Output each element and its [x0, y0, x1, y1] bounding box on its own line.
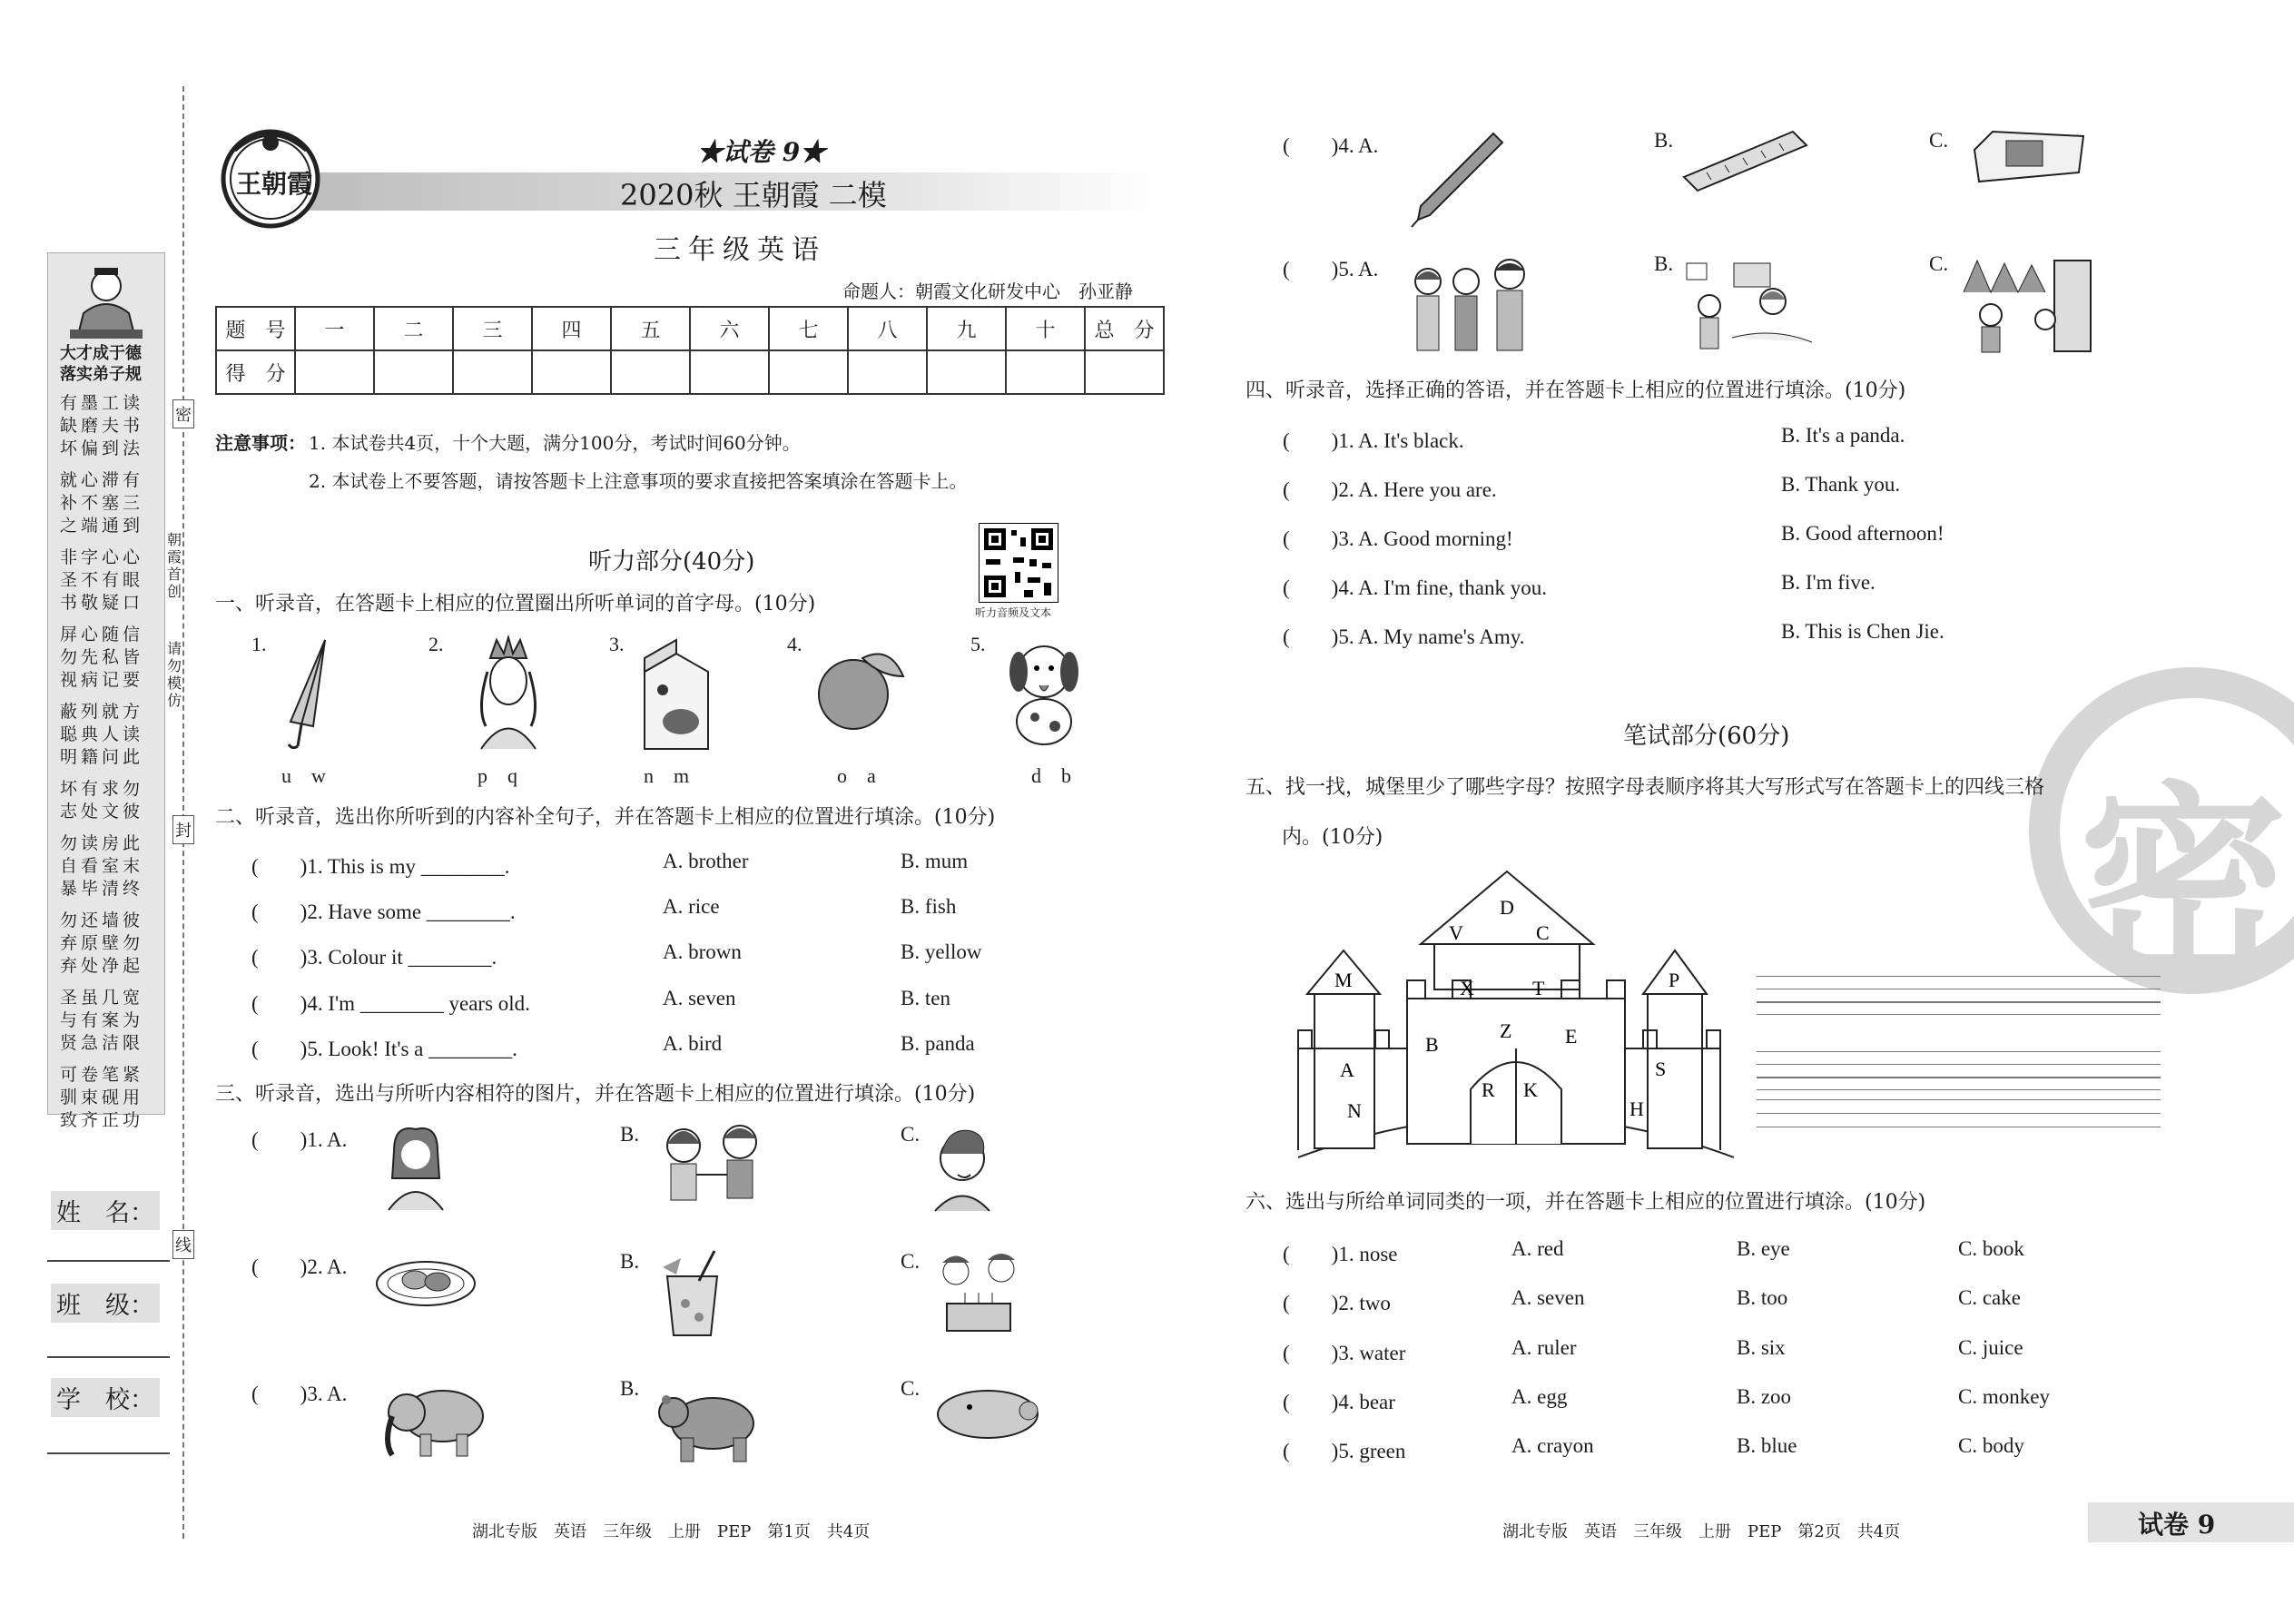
q2-option-a[interactable]: A. bird: [663, 1032, 723, 1055]
grid-line: [1757, 1064, 2161, 1065]
boy-icon: [921, 1122, 1003, 1216]
q3-option-b[interactable]: B.: [1654, 252, 1674, 275]
q1-item-num: 1.: [251, 633, 267, 655]
elephant-icon: [379, 1378, 493, 1463]
qr-caption: 听力音频及文本: [975, 606, 1052, 619]
brand-name: 王朝霞: [236, 169, 313, 199]
q6-title: 六、选出与所给单词同类的一项，并在答题卡上相应的位置进行填涂。(10分): [1245, 1191, 1926, 1214]
orange-icon: [812, 635, 912, 739]
q2-option-a[interactable]: A. brown: [663, 940, 742, 963]
score-row-values: [216, 350, 1164, 394]
q3-stem[interactable]: ( )3. A.: [251, 1383, 348, 1405]
poem-line: 弃处净起: [60, 956, 144, 976]
q6-option-b[interactable]: B. eye: [1737, 1237, 1790, 1260]
scholar-icon: [56, 259, 156, 353]
q1-item-num: 5.: [970, 633, 986, 655]
dog-icon: [999, 635, 1089, 757]
q4-stem[interactable]: ( )3. A. Good morning!: [1283, 527, 1513, 550]
q4-option-b[interactable]: B. It's a panda.: [1781, 424, 1905, 447]
poem-line: 非字心心: [60, 547, 144, 567]
score-row-label: 得 分: [216, 350, 295, 394]
q4-stem[interactable]: ( )4. A. I'm fine, thank you.: [1283, 576, 1547, 599]
poem-line: 聪典人读: [60, 724, 144, 744]
q4-title: 四、听录音，选择正确的答语，并在答题卡上相应的位置进行填涂。(10分): [1245, 379, 1906, 402]
bear-icon: [654, 1378, 763, 1468]
score-cell[interactable]: [769, 350, 848, 394]
q2-option-a[interactable]: A. brother: [663, 850, 749, 872]
girl-icon: [379, 1124, 452, 1218]
poem-line: 缺磨夫书: [60, 416, 144, 436]
q6-option-c[interactable]: C. body: [1958, 1434, 2024, 1457]
castle-letter: K: [1523, 1078, 1538, 1101]
q2-option-a[interactable]: A. rice: [663, 895, 720, 918]
q3-option-c[interactable]: C.: [1929, 129, 1949, 152]
q3-option-c[interactable]: C.: [1929, 252, 1949, 275]
q6-option-c[interactable]: C. cake: [1958, 1286, 2021, 1309]
friends-icon: [649, 1118, 776, 1222]
q2-stem[interactable]: ( )2. Have some ________.: [251, 901, 516, 923]
seal-mark-1: 密: [172, 399, 194, 428]
footer-badge: 试卷 9: [2138, 1510, 2216, 1540]
q2-stem[interactable]: ( )5. Look! It's a ________.: [251, 1038, 517, 1060]
poem-line: 暴毕清终: [60, 879, 144, 899]
score-col: 十: [1006, 307, 1085, 350]
score-cell[interactable]: [453, 350, 532, 394]
cake-icon: [924, 1249, 1033, 1343]
q6-option-b[interactable]: B. zoo: [1737, 1385, 1792, 1408]
q3-stem[interactable]: ( )5. A.: [1283, 258, 1379, 281]
score-cell[interactable]: [1085, 350, 1164, 394]
poem-line: 坏偏到法: [60, 438, 144, 458]
castle-letter: Z: [1500, 1019, 1512, 1042]
poem-line: 可卷笔紧: [60, 1065, 144, 1085]
castle-letter: E: [1565, 1025, 1578, 1048]
q2-option-b[interactable]: B. ten: [901, 987, 950, 1009]
park-icon: [1959, 256, 2095, 359]
listening-title: 听力部分(40分): [588, 548, 755, 576]
subject-title: 三年级英语: [654, 234, 826, 266]
q1-item-num: 4.: [787, 633, 802, 655]
q4-option-b[interactable]: B. I'm five.: [1781, 571, 1876, 594]
score-cell[interactable]: [690, 350, 769, 394]
score-cell[interactable]: [295, 350, 374, 394]
poem-line: 圣虽几宽: [60, 988, 144, 1008]
q6-stem[interactable]: ( )4. bear: [1283, 1391, 1395, 1413]
poem-line: 视病记要: [60, 670, 144, 690]
poem-line: 补不塞三: [60, 493, 144, 513]
score-cell[interactable]: [532, 350, 611, 394]
q6-option-c[interactable]: C. juice: [1958, 1336, 2023, 1359]
family-icon: [1403, 254, 1539, 358]
q4-stem[interactable]: ( )2. A. Here you are.: [1283, 478, 1497, 501]
name-field[interactable]: [47, 1260, 170, 1262]
q2-option-a[interactable]: A. seven: [663, 987, 736, 1009]
qr-code-icon[interactable]: [979, 523, 1058, 606]
q4-option-b[interactable]: B. Good afternoon!: [1781, 522, 1944, 545]
q3-option-c[interactable]: C.: [901, 1250, 921, 1273]
q6-option-c[interactable]: C. monkey: [1958, 1385, 2050, 1408]
castle-letter: N: [1347, 1099, 1362, 1122]
notes-line-2: 2. 本试卷上不要答题，请按答题卡上注意事项的要求直接把答案填涂在答题卡上。: [309, 470, 968, 492]
poem-line: 之端通到: [60, 516, 144, 536]
q6-option-b[interactable]: B. too: [1737, 1286, 1788, 1309]
score-col: 三: [453, 307, 532, 350]
castle-icon: [1289, 867, 1743, 1170]
sidebar-dashed-line: [182, 86, 184, 1539]
writing-title: 笔试部分(60分): [1623, 723, 1790, 750]
class-label: 班 级：: [51, 1284, 160, 1323]
score-row-titles: [216, 307, 1164, 350]
name-label: 姓 名：: [51, 1191, 160, 1230]
q3-option-c[interactable]: C.: [901, 1123, 921, 1146]
grid-line: [1757, 1113, 2161, 1114]
grid-line: [1757, 1001, 2161, 1003]
four-line-grid-2[interactable]: [1757, 1051, 2161, 1090]
q5-title-line-1: 五、找一找，城堡里少了哪些字母？按照字母表顺序将其大写形式写在答题卡上的四线三格: [1245, 776, 2045, 799]
q3-option-b[interactable]: B.: [620, 1123, 640, 1146]
castle-letter: V: [1449, 921, 1463, 944]
castle-letter: X: [1460, 977, 1474, 999]
eraser-icon: [1965, 127, 2092, 194]
q1-letters[interactable]: d b: [1031, 764, 1072, 787]
poem-line: 书敬疑口: [60, 593, 144, 613]
exam-title: 2020秋 王朝霞 二模: [620, 178, 887, 212]
score-table: [215, 306, 1165, 395]
four-line-grid-3[interactable]: [1757, 1099, 2161, 1127]
poem-line: 贤急洁限: [60, 1033, 144, 1053]
q1-item-num: 3.: [609, 633, 625, 655]
queen-icon: [468, 635, 549, 757]
q1-letters[interactable]: n m: [644, 764, 690, 787]
sidebar-poem: [60, 392, 160, 1132]
q2-option-b[interactable]: B. fish: [901, 895, 957, 918]
pen-icon: [1407, 129, 1507, 232]
q6-option-b[interactable]: B. blue: [1737, 1434, 1797, 1457]
score-col: 一: [295, 307, 374, 350]
author-line: 命题人：朝霞文化研发中心 孙亚静: [842, 281, 1133, 302]
sidebar-motto-2: 落实弟子规: [60, 365, 142, 384]
q6-option-c[interactable]: C. book: [1958, 1237, 2024, 1260]
q2-stem[interactable]: ( )3. Colour it ________.: [251, 946, 497, 969]
q2-option-b[interactable]: B. yellow: [901, 940, 982, 963]
paper-number: ★试卷 9★: [697, 137, 826, 167]
juice-icon: [658, 1249, 726, 1343]
score-col: 四: [532, 307, 611, 350]
school-label: 学 校：: [51, 1378, 160, 1417]
seal-mark-3: 线: [172, 1230, 194, 1259]
score-row-label: 题 号: [216, 307, 295, 350]
q3-option-b[interactable]: B.: [1654, 129, 1674, 152]
q6-stem[interactable]: ( )2. two: [1283, 1292, 1391, 1314]
grid-line: [1757, 1077, 2161, 1078]
q6-stem[interactable]: ( )3. water: [1283, 1342, 1406, 1364]
score-cell[interactable]: [374, 350, 453, 394]
score-col: 二: [374, 307, 453, 350]
q1-letters[interactable]: u w: [281, 764, 326, 787]
score-cell[interactable]: [1006, 350, 1085, 394]
school-field[interactable]: [47, 1452, 170, 1454]
castle-letter: R: [1482, 1078, 1495, 1101]
q3-stem[interactable]: ( )4. A.: [1283, 134, 1379, 157]
q6-stem[interactable]: ( )5. green: [1283, 1440, 1406, 1462]
plate-icon: [374, 1255, 478, 1313]
score-col: 六: [690, 307, 769, 350]
poem-line: 有墨工读: [60, 393, 144, 413]
poem-line: 驯束砚用: [60, 1088, 144, 1107]
footer-right: 湖北专版 英语 三年级 上册 PEP 第2页 共4页: [1502, 1522, 1901, 1541]
q3-stem[interactable]: ( )1. A.: [251, 1128, 348, 1151]
q3-title: 三、听录音，选出与所听内容相符的图片，并在答题卡上相应的位置进行填涂。(10分): [215, 1083, 976, 1106]
poem-line: 勿还墙彼: [60, 910, 144, 930]
q4-option-b[interactable]: B. This is Chen Jie.: [1781, 620, 1944, 643]
four-line-grid-1[interactable]: [1757, 976, 2161, 1015]
castle-letter: D: [1500, 896, 1514, 919]
score-cell[interactable]: [611, 350, 690, 394]
poem-line: 屏心随信: [60, 625, 144, 645]
q4-stem[interactable]: ( )5. A. My name's Amy.: [1283, 625, 1525, 648]
poem-line: 致齐正功: [60, 1110, 144, 1130]
q3-option-b[interactable]: B.: [620, 1250, 640, 1273]
q3-option-b[interactable]: B.: [620, 1377, 640, 1400]
score-col: 七: [769, 307, 848, 350]
q3-option-c[interactable]: C.: [901, 1377, 921, 1400]
pig-icon: [933, 1380, 1047, 1447]
milk-icon: [635, 635, 717, 757]
poem-line: 勿先私皆: [60, 647, 144, 667]
q1-letters[interactable]: p q: [478, 764, 518, 787]
q1-letters[interactable]: o a: [837, 764, 876, 787]
q2-option-b[interactable]: B. panda: [901, 1032, 975, 1055]
q5-title-line-2: 内。(10分): [1282, 826, 1383, 849]
poem-line: 与有案为: [60, 1010, 144, 1030]
score-cell[interactable]: [927, 350, 1006, 394]
castle-letter: M: [1334, 969, 1353, 991]
q6-option-a[interactable]: A. crayon: [1511, 1434, 1594, 1457]
q6-option-a[interactable]: A. red: [1511, 1237, 1564, 1260]
q4-option-b[interactable]: B. Thank you.: [1781, 473, 1901, 496]
q2-title: 二、听录音，选出你所听到的内容补全句子，并在答题卡上相应的位置进行填涂。(10分): [215, 806, 996, 829]
q2-option-b[interactable]: B. mum: [901, 850, 969, 872]
notes-line-1: 1. 本试卷共4页，十个大题，满分100分，考试时间60分钟。: [309, 432, 801, 454]
q1-item-num: 2.: [428, 633, 444, 655]
poem-line: 蔽列就方: [60, 702, 144, 722]
poem-line: 圣不有眼: [60, 570, 144, 590]
q6-option-a[interactable]: A. ruler: [1511, 1336, 1577, 1359]
q6-stem[interactable]: ( )1. nose: [1283, 1243, 1398, 1265]
ruler-icon: [1679, 127, 1811, 199]
seal-mark-2: 封: [172, 815, 194, 844]
class-field[interactable]: [47, 1356, 170, 1358]
notes-label: 注意事项：: [215, 432, 306, 454]
sidebar-motto-1: 大才成于德: [60, 344, 142, 363]
castle-letter: B: [1425, 1033, 1439, 1056]
castle-letter: S: [1655, 1058, 1667, 1080]
poem-line: 志处文彼: [60, 802, 144, 822]
q1-title: 一、听录音，在答题卡上相应的位置圈出所听单词的首字母。(10分): [215, 593, 816, 615]
q2-stem[interactable]: ( )4. I'm ________ years old.: [251, 992, 530, 1015]
brand-logo: [216, 123, 325, 235]
poem-line: 就心滞有: [60, 470, 144, 490]
footer-left: 湖北专版 英语 三年级 上册 PEP 第1页 共4页: [472, 1522, 871, 1541]
q6-option-a[interactable]: A. egg: [1511, 1385, 1568, 1408]
q6-option-b[interactable]: B. six: [1737, 1336, 1786, 1359]
classroom-icon: [1678, 256, 1814, 355]
poem-line: 弃原壁勿: [60, 933, 144, 953]
vertical-note-1: 朝霞首创: [167, 531, 182, 600]
watermark-char: 密: [2079, 763, 2289, 1008]
castle-letter: H: [1629, 1097, 1644, 1120]
q6-option-a[interactable]: A. seven: [1511, 1286, 1585, 1309]
score-cell[interactable]: [848, 350, 927, 394]
poem-line: 明籍问此: [60, 747, 144, 767]
umbrella-icon: [272, 635, 345, 757]
score-col: 八: [848, 307, 927, 350]
poem-line: 坏有求勿: [60, 779, 144, 799]
poem-line: 勿读房此: [60, 833, 144, 853]
castle-letter: T: [1532, 977, 1545, 999]
poem-line: 自看室末: [60, 856, 144, 876]
score-col: 总 分: [1085, 307, 1164, 350]
q4-stem[interactable]: ( )1. A. It's black.: [1283, 429, 1464, 452]
score-col: 五: [611, 307, 690, 350]
castle-letter: P: [1669, 969, 1680, 991]
q3-stem[interactable]: ( )2. A.: [251, 1255, 348, 1278]
castle-letter: A: [1340, 1058, 1354, 1081]
q2-stem[interactable]: ( )1. This is my ________.: [251, 855, 510, 878]
vertical-note-2: 请勿模仿: [167, 640, 182, 709]
score-col: 九: [927, 307, 1006, 350]
castle-letter: C: [1536, 921, 1550, 944]
